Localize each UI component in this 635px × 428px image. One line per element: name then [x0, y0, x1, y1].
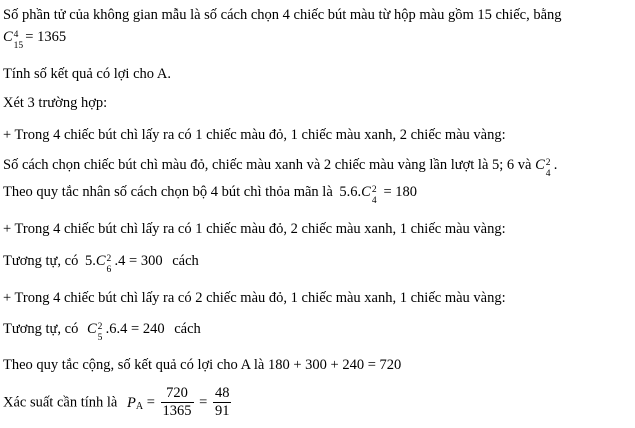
combination-n: 4: [371, 196, 377, 206]
text-case-2: + Trong 4 chiếc bút chì lấy ra có 1 chiếc màu đỏ, 2 chiếc màu xanh, 1 chiếc màu vàng:: [3, 221, 506, 237]
line-favorable: [3, 65, 171, 83]
combination-symbol: C: [86, 321, 97, 337]
combination-symbol: C: [361, 184, 371, 200]
combination-symbol: C: [535, 157, 545, 173]
formula-result: .6.4 = 240: [105, 321, 165, 337]
line-case-1-detail: [3, 156, 558, 179]
text-case-1-detail: Số cách chọn chiếc bút chì màu đỏ, chiếc màu xanh và 2 chiếc màu vàng lần lượt là 5; 6 và: [3, 157, 532, 173]
unit-ways: cách: [174, 321, 201, 337]
line-case-2-result: [3, 252, 199, 275]
text-sample-space: Số phần tử của không gian mẫu là số cách chọn 4 chiếc bút màu từ hộp màu gồm 15 chiếc, bằng: [3, 7, 562, 23]
combination-n: 4: [545, 169, 551, 179]
text-similarly: Tương tự, có: [3, 253, 79, 269]
text-similarly: Tương tự, có: [3, 321, 79, 337]
probability-symbol: P: [126, 394, 136, 411]
line-probability: [3, 384, 233, 421]
text-cases: Xét 3 trường hợp:: [3, 95, 108, 111]
line-case-1: [3, 126, 506, 144]
denominator: 1365: [162, 403, 192, 420]
combination-indices: [545, 156, 554, 179]
combination-k: 2: [97, 322, 103, 332]
combination-k: 4: [13, 30, 19, 40]
combination-n: 15: [13, 41, 24, 51]
combination-indices: [13, 28, 24, 51]
text-probability: Xác suất cần tính là: [3, 394, 118, 411]
fraction-raw: [161, 385, 194, 420]
line-cases: [3, 94, 107, 112]
line-sample-space: [3, 6, 562, 24]
text-case-1: + Trong 4 chiếc bút chì lấy ra có 1 chiếc màu đỏ, 1 chiếc màu xanh, 2 chiếc màu vàng:: [3, 127, 506, 143]
formula-prefix: 5.: [84, 253, 96, 269]
line-case-3-result: [3, 320, 201, 343]
line-multiplication-rule: [3, 183, 418, 206]
combination-symbol: C: [95, 253, 106, 269]
text-favorable: Tính số kết quả có lợi cho A.: [3, 66, 171, 82]
numerator: 720: [161, 385, 194, 403]
combination-indices: [97, 320, 106, 343]
denominator: 91: [214, 403, 230, 420]
combination-indices: [371, 183, 380, 206]
combination-n: 6: [106, 265, 112, 275]
unit-ways: cách: [172, 253, 199, 269]
formula-result: = 180: [383, 184, 418, 200]
combination-k: 2: [371, 185, 377, 195]
text-case-3: + Trong 4 chiếc bút chì lấy ra có 2 chiếc màu đỏ, 1 chiếc màu xanh, 1 chiếc màu vàng:: [3, 290, 506, 306]
equals-sign: =: [146, 394, 155, 411]
combination-k: 2: [106, 254, 112, 264]
numerator: 48: [214, 385, 230, 402]
combination-symbol: C: [3, 29, 13, 45]
fraction-simplified: [213, 385, 232, 420]
combination-k: 2: [545, 158, 551, 168]
line-addition-rule: [3, 356, 401, 374]
period: .: [553, 157, 558, 173]
probability-event: A: [135, 400, 144, 412]
formula-result: .4 = 300: [114, 253, 163, 269]
equals-sign: =: [199, 394, 208, 411]
text-multiplication-rule: Theo quy tắc nhân số cách chọn bộ 4 bút chì thỏa mãn là: [3, 184, 333, 200]
line-combination-15: [3, 28, 67, 51]
combination-indices: [106, 252, 115, 275]
combination-n: 5: [97, 333, 103, 343]
line-case-2: [3, 220, 506, 238]
formula-prefix: 5.6.: [339, 184, 362, 200]
line-case-3: [3, 289, 506, 307]
combination-result: = 1365: [25, 29, 67, 45]
text-addition-rule: Theo quy tắc cộng, số kết quả có lợi cho A là 180 + 300 + 240 = 720: [3, 357, 402, 373]
